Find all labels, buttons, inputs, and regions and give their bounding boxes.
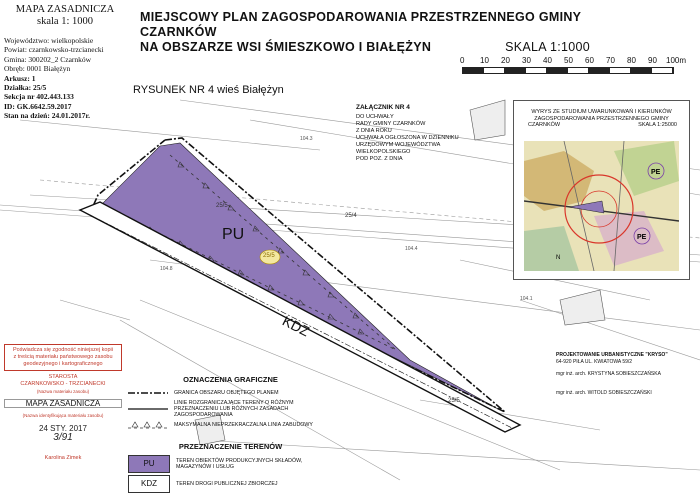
svg-text:104.3: 104.3 xyxy=(300,136,313,142)
scale-tick: 70 xyxy=(606,56,615,65)
attachment-header: ZAŁĄCZNIK NR 4 xyxy=(356,104,410,111)
stamp-line: MAPA ZASADNICZA xyxy=(4,399,122,408)
base-map-line: Województwo: wielkopolskie xyxy=(4,36,94,45)
scale-tick: 20 xyxy=(501,56,510,65)
inset-line: ZAGOSPODAROWANIA PRZESTRZENNEGO GMINY xyxy=(534,115,669,122)
scale-tick: 100m xyxy=(666,56,687,65)
plan-title xyxy=(140,10,590,55)
legend-item-label: MAKSYMALNA NIEPRZEKRACZALNA LINIA ZABUDOWY xyxy=(174,422,313,428)
study-inset xyxy=(513,100,690,280)
designer-line: mgr inż. arch. KRYSTYNA SOBIESZCZAŃSKA xyxy=(556,371,661,377)
stamp-date: 24 STY. 2017 xyxy=(39,424,87,433)
scale-tick: 30 xyxy=(522,56,531,65)
legend-item xyxy=(128,420,333,430)
svg-text:104.8: 104.8 xyxy=(160,266,173,272)
base-map-line: Obręb: 0001 Białężyn xyxy=(4,64,71,74)
inset-scale: SKALA 1:25000 xyxy=(638,122,677,128)
drawing-title: RYSUNEK NR 4 wieś Białężyn xyxy=(133,84,284,96)
plan-title-line1: MIEJSCOWY PLAN ZAGOSPODAROWANIA PRZESTRZENNEGO GMINY CZARNKÓW xyxy=(140,10,582,39)
attachment-note xyxy=(356,104,486,163)
certification-stamp xyxy=(4,344,122,492)
base-map-line: Sekcja nr 402.443.133 xyxy=(4,92,74,102)
inset-line: CZARNKÓW xyxy=(528,122,561,129)
stamp-line: z treścią materiału państwowego zasobu xyxy=(13,354,113,360)
scale-tick: 50 xyxy=(564,56,573,65)
legend-item xyxy=(128,400,333,418)
legend-boundary-symbol xyxy=(128,388,168,398)
attachment-line: UCHWAŁA OGŁOSZONA W DZIENNIKU xyxy=(356,135,459,141)
base-map-line: Działka: 25/5 xyxy=(4,83,47,93)
zone-label-kdz: KDZ xyxy=(279,312,313,340)
attachment-line: POD POZ. Z DNIA xyxy=(356,156,403,162)
plan-scale: SKALA 1:1000 xyxy=(505,40,590,54)
inset-text xyxy=(520,109,683,129)
attachment-line: URZĘDOWYM WOJEWÓDZTWA xyxy=(356,142,441,148)
attachment-line: DO UCHWAŁY xyxy=(356,114,394,120)
legend-kdz-swatch: KDZ xyxy=(128,475,170,493)
stamp-line: STAROSTA xyxy=(48,374,78,380)
legend-building-line-symbol xyxy=(128,420,168,430)
designer-box xyxy=(556,352,696,396)
attachment-line: RADY GMINY CZARNKÓW xyxy=(356,121,426,127)
stamp-number: 3/91 xyxy=(53,432,73,443)
legend-item-label: LINIE ROZGRANICZAJĄCE TERENY O RÓŻNYM PRZEZNACZENIU LUB RÓŻNYCH ZASADACH ZAGOSPODAROWANIA xyxy=(174,400,294,418)
legend-item xyxy=(128,388,333,398)
base-map-header: MAPA ZASADNICZA xyxy=(15,4,115,15)
legend xyxy=(128,371,333,495)
scale-tick: 90 xyxy=(648,56,657,65)
parcel-label-bottom: 25/5 xyxy=(448,398,460,404)
scale-tick: 40 xyxy=(543,56,552,65)
attachment-line: Z DNIA ROKU xyxy=(356,128,392,134)
scale-tick: 0 xyxy=(460,56,465,65)
base-map-line: ID: GK.6642.59.2017 xyxy=(4,101,72,111)
designer-line: mgr inż. arch. WITOLD SOBIESZCZAŃSKI xyxy=(556,389,652,396)
designer-line: PROJEKTOWANIE URBANISTYCZNE "KRYSO" xyxy=(556,352,668,358)
legend-graphic-header: OZNACZENIA GRAFICZNE xyxy=(183,375,278,384)
svg-text:104.1: 104.1 xyxy=(520,296,533,302)
legend-divider-symbol xyxy=(128,404,168,414)
legend-zoning-header: PRZEZNACZENIE TERENÓW xyxy=(178,442,283,451)
zone-label-pu: PU xyxy=(222,226,245,243)
base-map-line: Gmina: 300202_2 Czarnków xyxy=(4,54,92,64)
stamp-signature: Karolina Zimek xyxy=(44,455,82,461)
legend-item-label: TEREN OBIEKTÓW PRODUKCYJNYCH SKŁADÓW, MAGAZYNÓW I USŁUG xyxy=(176,458,303,470)
stamp-line: (Nazwa identyfikująca materiału zasobu) xyxy=(22,413,104,418)
parcel-label-right: 25/4 xyxy=(345,213,357,219)
parcel-label: 25/5 xyxy=(216,203,228,209)
attachment-line: WIELKOPOLSKIEGO xyxy=(356,149,411,155)
legend-pu-swatch: PU xyxy=(128,455,170,473)
inset-label-n: N xyxy=(556,255,561,261)
scale-bar xyxy=(462,67,674,74)
stamp-line: (Nazwa materiału zasobu) xyxy=(36,389,90,394)
scale-tick: 60 xyxy=(585,56,594,65)
legend-item-label: GRANICA OBSZARU OBJĘTEGO PLANEM xyxy=(174,390,279,396)
inset-line: WYRYS ZE STUDIUM UWARUNKOWAŃ I KIERUNKÓW xyxy=(531,109,672,115)
base-map-line: Stan na dzień: 24.01.2017r. xyxy=(4,111,90,121)
base-map-info xyxy=(4,4,126,121)
parcel-label-main: 25/5 xyxy=(263,253,275,259)
legend-item xyxy=(128,455,333,473)
base-map-scale: skala 1: 1000 xyxy=(37,16,93,27)
legend-item-label: TEREN DROGI PUBLICZNEJ ZBIORCZEJ xyxy=(176,481,278,487)
scale-tick: 80 xyxy=(627,56,636,65)
svg-text:104.4: 104.4 xyxy=(405,246,418,252)
inset-label-pe: PE xyxy=(637,234,647,241)
inset-map xyxy=(524,141,679,271)
plan-title-line2: NA OBSZARZE WSI ŚMIESZKOWO I BIAŁĘŻYN xyxy=(140,40,432,54)
stamp-line: Poświadcza się zgodność niniejszej kopii xyxy=(13,347,113,353)
stamp-line: CZARNKOWSKO - TRZCIANECKI xyxy=(20,381,106,387)
legend-item xyxy=(128,475,333,493)
inset-label-pe: PE xyxy=(651,169,661,176)
base-map-line: Arkusz: 1 xyxy=(4,73,36,83)
scale-tick: 10 xyxy=(480,56,489,65)
stamp-line: geodezyjnego i kartograficznego xyxy=(23,361,103,367)
zone-pu-area xyxy=(96,143,500,410)
base-map-line: Powiat: czarnkowsko-trzcianecki xyxy=(4,45,104,55)
designer-line: 64-920 PIŁA UL. KWIATOWA 59/2 xyxy=(556,358,633,365)
